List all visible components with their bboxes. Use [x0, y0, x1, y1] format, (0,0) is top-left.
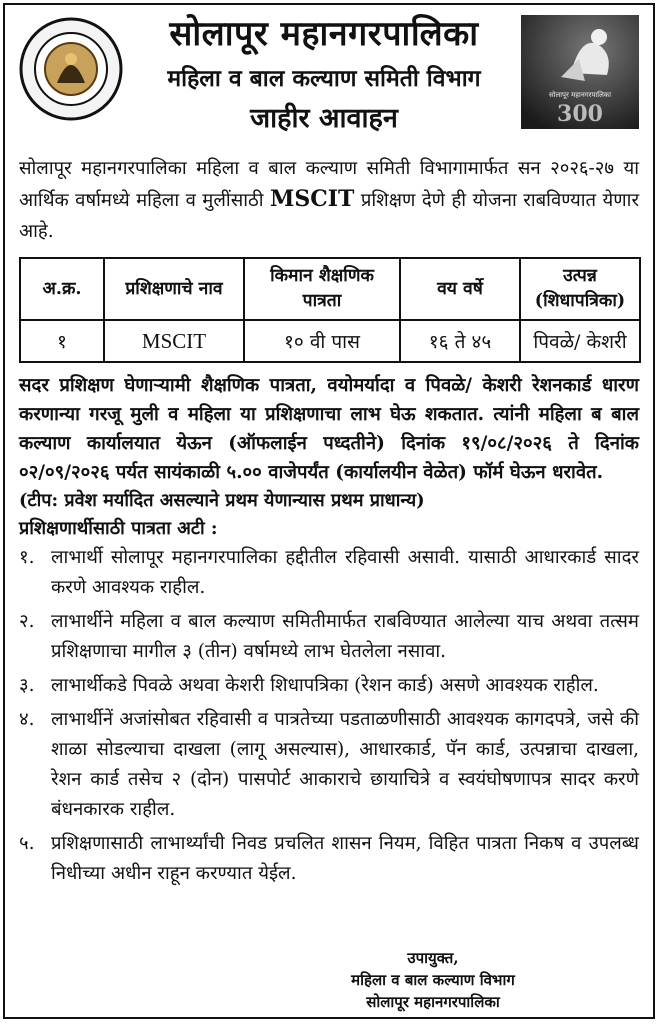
list-item	[19, 829, 639, 889]
header-serial: अ.क्र.	[20, 258, 104, 320]
municipal-seal-icon	[19, 17, 123, 121]
list-item	[19, 705, 639, 825]
emblem-number: 300	[557, 101, 603, 127]
header-income: उत्पन्न (शिधापत्रिका)	[520, 258, 640, 320]
intro-paragraph	[5, 153, 653, 247]
criteria-number: १.	[19, 547, 35, 568]
list-item	[19, 607, 639, 667]
signature-designation: उपायुक्त,	[407, 949, 459, 967]
details-paragraph: सदर प्रशिक्षण घेणाऱ्यामी शैक्षणिक पात्रता, वयोमर्यादा व पिवळे/ केशरी रेशनकार्ड धारण करणान्या गरजू मुली व महिला या प्रशिक्षणाचा लाभ घेऊ शकतात. त्यांनी महिला ब बाल कल्याण कार्यालयात येऊन (ऑफलाईन पध्दतीने) दिनांक १९/०८/२०२६ ते दिनांक ०२/०९/२०२६ पर्यत सायंकाळी ५.०० वाजेपर्यंत (कार्यालयीन वेळेत) फॉर्म घेऊन धरावेत.	[19, 375, 639, 483]
list-item	[19, 671, 639, 701]
notice-title: जाहीर आवाहन	[250, 103, 398, 134]
cell-age: १६ ते ४५	[400, 320, 520, 362]
cell-qualification: १० वी पास	[244, 320, 400, 362]
criteria-heading: प्रशिक्षणार्थीसाठी पात्रता अटी :	[19, 518, 218, 539]
header-qualification: किमान शैक्षणिक पात्रता	[244, 258, 400, 320]
criteria-text: लाभार्थी सोलापूर महानगरपालिका हद्दीतील रहिवासी असावी. यासाठी आधारकार्ड सादर करणे आवश्यक राहील.	[51, 547, 639, 598]
signature-block	[303, 947, 563, 1013]
title-block	[135, 11, 513, 139]
signature-organization: सोलापूर महानगरपालिका	[366, 993, 500, 1011]
intro-text-before: सोलापूर महानगरपालिका महिला व बाल कल्याण समिती विभागामार्फत सन २०२६-२७ या आर्थिक वर्षामध्ये महिला व मुलींसाठी	[19, 158, 639, 211]
criteria-text: लाभार्थीने महिला व बाल कल्याण समितीमार्फत राबविण्यात आलेल्या याच अथवा तत्सम प्रशिक्षणाचा मागील ३ (तीन) वर्षामध्ये लाभ घेतलेला नसावा.	[51, 611, 639, 662]
department-title: महिला व बाल कल्याण समिती विभाग	[167, 65, 481, 92]
signature-department: महिला व बाल कल्याण विभाग	[351, 971, 515, 989]
course-table	[19, 257, 641, 363]
criteria-number: ५.	[19, 833, 35, 854]
header	[5, 5, 653, 147]
criteria-number: ३.	[19, 675, 35, 696]
statue-emblem-icon	[521, 15, 639, 129]
criteria-text: लाभार्थीकडे पिवळे अथवा केशरी शिधापत्रिका (रेशन कार्ड) असणे आवश्यक राहील.	[51, 675, 599, 696]
intro-text-after: प्रशिक्षण देणे ही योजना राबविण्यात येणार आहे.	[19, 190, 640, 242]
table-row	[20, 320, 640, 362]
criteria-text: प्रशिक्षणासाठी लाभार्थ्यांची निवड प्रचलित शासन नियम, विहित पात्रता निकष व उपलब्ध निधीच्या अधीन राहून करण्यात येईल.	[51, 833, 639, 884]
org-title: सोलापूर महानगरपालिका	[169, 14, 479, 54]
intro-highlight: MSCIT	[269, 186, 355, 212]
criteria-text: लाभार्थीनें अजांसोबत रहिवासी व पात्रतेच्या पडताळणीसाठी आवश्यक कागदपत्रे, जसे की शाळा सोडल्याचा दाखला (लागू असल्यास), आधारकार्ड, पॅन कार्ड, उत्पन्नाचा दाखला, रेशन कार्ड तसेच २ (दोन) पासपोर्ट आकाराचे छायाचित्रे व स्वयंघोषणापत्र सादर करणे बंधनकारक राहील.	[51, 709, 639, 820]
cell-serial: १	[20, 320, 104, 362]
priority-note: (टीप: प्रवेश मर्यादित असल्याने प्रथम येणान्यास प्रथम प्राधान्य)	[19, 490, 425, 511]
table-header-row	[20, 258, 640, 320]
emblem-caption: सोलापूर महानगरपालिका	[548, 91, 612, 99]
criteria-list	[5, 543, 653, 889]
list-item	[19, 543, 639, 603]
notice-frame	[3, 3, 655, 1019]
cell-income: पिवळे/ केशरी	[520, 320, 640, 362]
header-age: वय वर्षे	[400, 258, 520, 320]
cell-course-name: MSCIT	[104, 320, 244, 362]
criteria-number: २.	[19, 611, 35, 632]
header-course-name: प्रशिक्षणाचे नाव	[104, 258, 244, 320]
criteria-number: ४.	[19, 709, 35, 730]
